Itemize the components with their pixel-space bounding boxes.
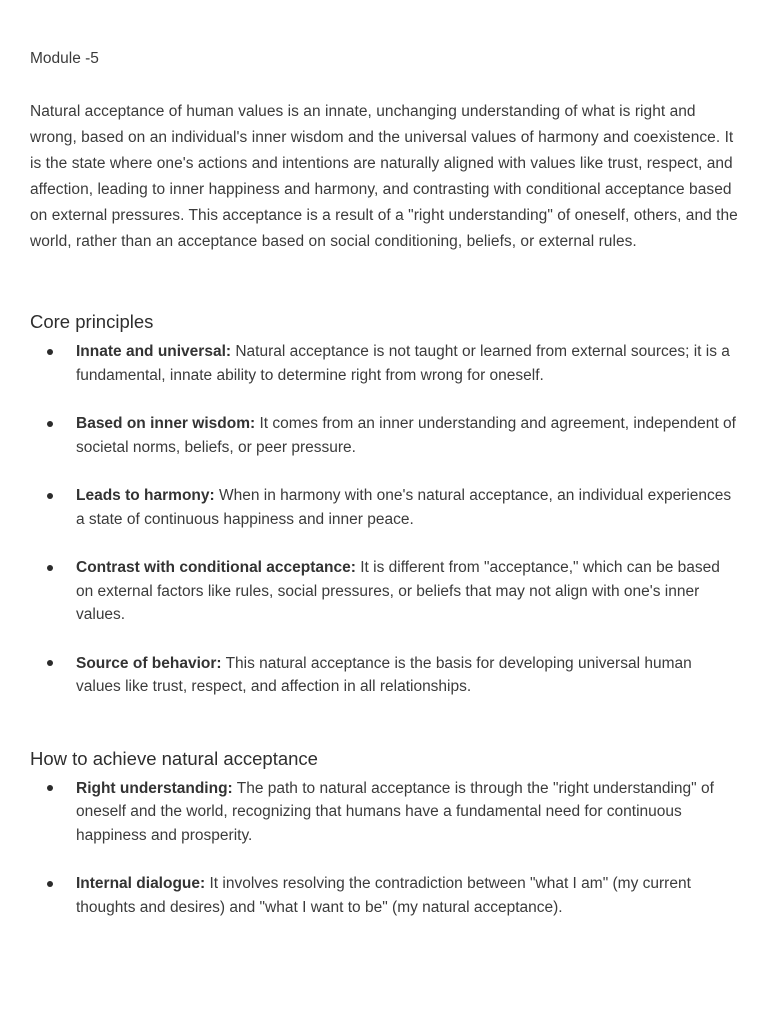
core-principles-heading: Core principles — [30, 311, 154, 332]
list-item — [30, 872, 740, 919]
bullet-icon — [47, 493, 53, 499]
list-item — [30, 777, 740, 848]
list-item — [30, 484, 740, 531]
item-text: It involves resolving the contradiction between "what I am" (my current thoughts and desires) and "what I want to be" (my natural acceptance). — [76, 875, 691, 916]
item-text: When in harmony with one's natural acceptance, an individual experiences a state of continuous happiness and inner peace. — [76, 487, 732, 528]
item-term: Internal dialogue: — [76, 875, 206, 892]
list-item — [30, 652, 740, 699]
item-term: Right understanding: — [76, 779, 233, 797]
list-item — [30, 340, 740, 387]
how-to-achieve-heading: How to achieve natural acceptance — [30, 747, 318, 769]
bullet-icon — [47, 565, 53, 571]
item-text: Natural acceptance is not taught or learned from external sources; it is a fundamental, innate ability to determine right from wrong for oneself. — [76, 343, 730, 384]
document-page — [30, 48, 740, 919]
how-to-achieve-list — [30, 777, 740, 920]
bullet-icon — [47, 660, 53, 666]
item-term: Based on inner wisdom: — [76, 415, 256, 432]
list-item — [30, 412, 740, 459]
bullet-icon — [47, 785, 53, 791]
bullet-icon — [47, 349, 53, 355]
item-text: It is different from "acceptance," which can be based on external factors like rules, social pressures, or beliefs that may not align with one's inner values. — [76, 559, 720, 623]
item-term: Contrast with conditional acceptance: — [76, 559, 356, 576]
core-principles-list — [30, 340, 740, 699]
intro-paragraph: Natural acceptance of human values is an innate, unchanging understanding of what is right and wrong, based on an individual's inner wisdom and the universal values of harmony and coexistence. It is the state where one's actions and intentions are naturally aligned with values like trust, respect, and affection, leading to inner happiness and harmony, and contrasting with conditional acceptance based on external pressures. This acceptance is a result of a "right understanding" of oneself, others, and the world, rather than an acceptance based on social conditioning, beliefs, or external rules. — [30, 103, 738, 250]
item-term: Leads to harmony: — [76, 487, 215, 504]
bullet-icon — [47, 421, 53, 427]
module-label: Module -5 — [30, 50, 99, 67]
bullet-icon — [47, 881, 53, 887]
item-text: It comes from an inner understanding and agreement, independent of societal norms, beliefs, or peer pressure. — [76, 415, 736, 456]
item-text: This natural acceptance is the basis for developing universal human values like trust, respect, and affection in all relationships. — [76, 654, 692, 695]
list-item — [30, 556, 740, 627]
item-term: Source of behavior: — [76, 654, 222, 672]
item-term: Innate and universal: — [76, 343, 232, 360]
item-text: The path to natural acceptance is through the "right understanding" of oneself and the world, recognizing that humans have a fundamental need for continuous happiness and prosperity. — [76, 779, 714, 844]
